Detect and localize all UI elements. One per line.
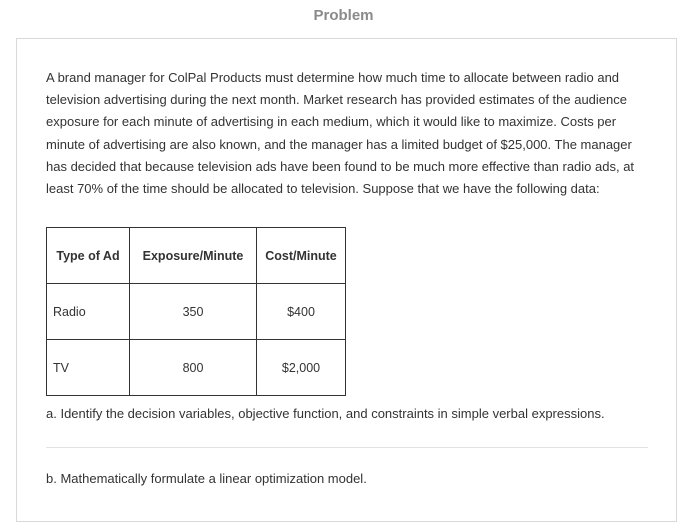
column-header-exposure-per-minute: Exposure/Minute bbox=[130, 228, 257, 284]
data-table bbox=[46, 227, 346, 396]
table-row bbox=[47, 340, 346, 396]
table-cell-ad-type: Radio bbox=[47, 284, 130, 340]
table-cell-cost: $400 bbox=[257, 284, 346, 340]
question-part-a: a. Identify the decision variables, objective function, and constraints in simple verbal expressions. bbox=[46, 406, 605, 421]
divider bbox=[46, 447, 648, 448]
table-cell-exposure: 350 bbox=[130, 284, 257, 340]
table-row bbox=[47, 284, 346, 340]
table-cell-ad-type: TV bbox=[47, 340, 130, 396]
table-cell-cost: $2,000 bbox=[257, 340, 346, 396]
table-cell-exposure: 800 bbox=[130, 340, 257, 396]
table-header-row bbox=[47, 228, 346, 284]
question-part-b: b. Mathematically formulate a linear optimization model. bbox=[46, 471, 367, 486]
problem-statement: A brand manager for ColPal Products must determine how much time to allocate between radio and television advertising during the next month. Market research has provided estimates of the audience exposure for each minute of advertising in each medium, which it would like to maximize. Costs per minute of advertising are also known, and the manager has a limited budget of $25,000. The manager has decided that because television ads have been found to be much more effective than radio ads, at least 70% of the time should be allocated to television. Suppose that we have the following data: bbox=[46, 70, 635, 197]
column-header-type-of-ad: Type of Ad bbox=[47, 228, 130, 284]
page-title: Problem bbox=[313, 7, 374, 24]
problem-card bbox=[16, 38, 677, 522]
column-header-cost-per-minute: Cost/Minute bbox=[257, 228, 346, 284]
